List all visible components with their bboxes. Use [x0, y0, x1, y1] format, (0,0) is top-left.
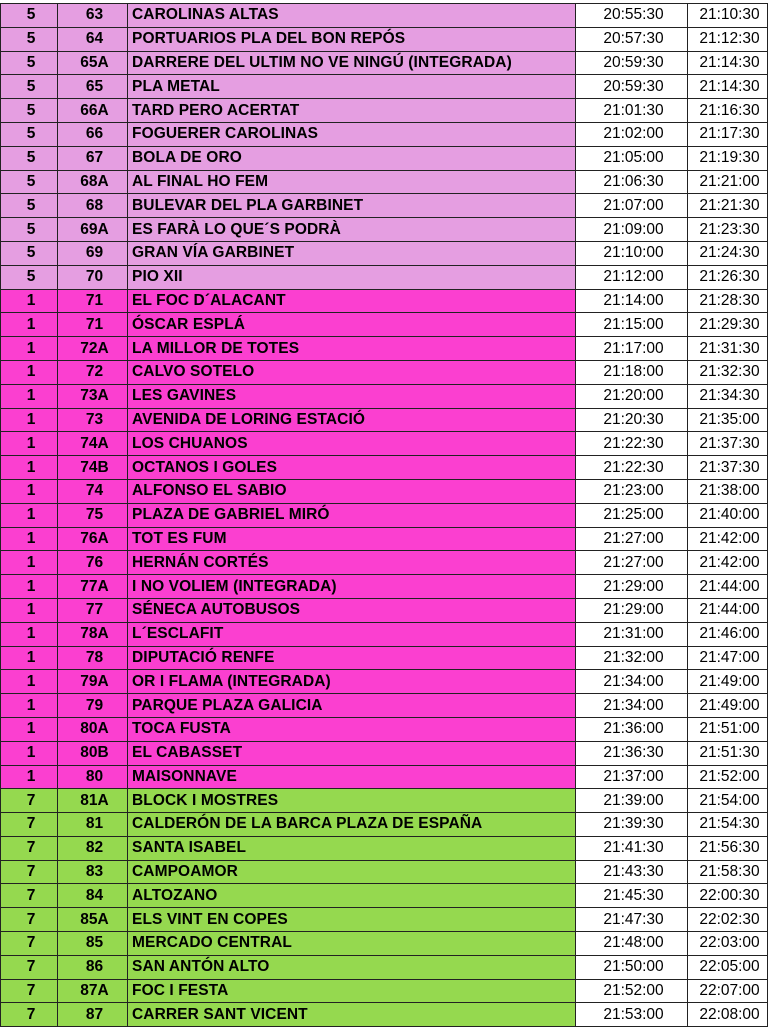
table-row: [1, 551, 768, 575]
zone-cell: 5: [1, 218, 58, 242]
end-time-cell: 22:07:00: [688, 979, 768, 1003]
zone-cell: 1: [1, 765, 58, 789]
zone-cell: 5: [1, 75, 58, 99]
hoguera-number-cell: 81A: [58, 789, 128, 813]
hoguera-number-cell: 69: [58, 241, 128, 265]
zone-cell: 1: [1, 551, 58, 575]
table-row: [1, 75, 768, 99]
zone-cell: 1: [1, 527, 58, 551]
table-row: [1, 527, 768, 551]
hoguera-number-cell: 66: [58, 122, 128, 146]
start-time-cell: 21:25:00: [576, 503, 688, 527]
hoguera-number-cell: 67: [58, 146, 128, 170]
start-time-cell: 21:39:00: [576, 789, 688, 813]
hoguera-number-cell: 77A: [58, 575, 128, 599]
hoguera-name-cell: DIPUTACIÓ RENFE: [128, 646, 576, 670]
schedule-table: [0, 3, 768, 1027]
table-row: [1, 575, 768, 599]
hoguera-number-cell: 71: [58, 313, 128, 337]
zone-cell: 5: [1, 27, 58, 51]
hoguera-name-cell: BOLA DE ORO: [128, 146, 576, 170]
hoguera-name-cell: CALDERÓN DE LA BARCA PLAZA DE ESPAÑA: [128, 813, 576, 837]
end-time-cell: 21:16:30: [688, 99, 768, 123]
table-row: [1, 836, 768, 860]
table-row: [1, 194, 768, 218]
hoguera-number-cell: 80: [58, 765, 128, 789]
start-time-cell: 21:27:00: [576, 527, 688, 551]
zone-cell: 7: [1, 813, 58, 837]
start-time-cell: 21:22:30: [576, 456, 688, 480]
hoguera-number-cell: 71: [58, 289, 128, 313]
start-time-cell: 21:47:30: [576, 908, 688, 932]
hoguera-name-cell: SANTA ISABEL: [128, 836, 576, 860]
zone-cell: 5: [1, 51, 58, 75]
hoguera-name-cell: ALFONSO EL SABIO: [128, 479, 576, 503]
hoguera-number-cell: 78: [58, 646, 128, 670]
hoguera-name-cell: LOS CHUANOS: [128, 432, 576, 456]
start-time-cell: 21:14:00: [576, 289, 688, 313]
start-time-cell: 20:59:30: [576, 75, 688, 99]
end-time-cell: 21:54:30: [688, 813, 768, 837]
hoguera-name-cell: PLA METAL: [128, 75, 576, 99]
hoguera-number-cell: 69A: [58, 218, 128, 242]
hoguera-number-cell: 66A: [58, 99, 128, 123]
zone-cell: 1: [1, 598, 58, 622]
hoguera-number-cell: 80B: [58, 741, 128, 765]
hoguera-number-cell: 79: [58, 694, 128, 718]
start-time-cell: 21:20:30: [576, 408, 688, 432]
hoguera-name-cell: PLAZA DE GABRIEL MIRÓ: [128, 503, 576, 527]
table-row: [1, 1003, 768, 1027]
start-time-cell: 21:32:00: [576, 646, 688, 670]
hoguera-name-cell: SÉNECA AUTOBUSOS: [128, 598, 576, 622]
start-time-cell: 20:59:30: [576, 51, 688, 75]
hoguera-name-cell: MERCADO CENTRAL: [128, 932, 576, 956]
table-row: [1, 313, 768, 337]
end-time-cell: 21:14:30: [688, 75, 768, 99]
end-time-cell: 21:51:30: [688, 741, 768, 765]
end-time-cell: 22:00:30: [688, 884, 768, 908]
start-time-cell: 21:01:30: [576, 99, 688, 123]
zone-cell: 1: [1, 479, 58, 503]
hoguera-name-cell: CARRER SANT VICENT: [128, 1003, 576, 1027]
hoguera-name-cell: BULEVAR DEL PLA GARBINET: [128, 194, 576, 218]
table-row: [1, 99, 768, 123]
hoguera-name-cell: CALVO SOTELO: [128, 360, 576, 384]
table-row: [1, 789, 768, 813]
zone-cell: 7: [1, 932, 58, 956]
end-time-cell: 22:08:00: [688, 1003, 768, 1027]
start-time-cell: 21:20:00: [576, 384, 688, 408]
end-time-cell: 21:23:30: [688, 218, 768, 242]
table-row: [1, 241, 768, 265]
start-time-cell: 20:57:30: [576, 27, 688, 51]
zone-cell: 7: [1, 955, 58, 979]
hoguera-name-cell: LA MILLOR DE TOTES: [128, 337, 576, 361]
table-row: [1, 218, 768, 242]
hoguera-number-cell: 86: [58, 955, 128, 979]
schedule-body: [1, 4, 768, 1027]
zone-cell: 1: [1, 360, 58, 384]
start-time-cell: 21:09:00: [576, 218, 688, 242]
hoguera-number-cell: 87: [58, 1003, 128, 1027]
zone-cell: 1: [1, 503, 58, 527]
zone-cell: 1: [1, 717, 58, 741]
end-time-cell: 22:02:30: [688, 908, 768, 932]
zone-cell: 1: [1, 694, 58, 718]
end-time-cell: 21:35:00: [688, 408, 768, 432]
hoguera-number-cell: 65A: [58, 51, 128, 75]
table-row: [1, 598, 768, 622]
table-row: [1, 932, 768, 956]
hoguera-name-cell: FOC I FESTA: [128, 979, 576, 1003]
table-row: [1, 717, 768, 741]
hoguera-number-cell: 78A: [58, 622, 128, 646]
end-time-cell: 21:32:30: [688, 360, 768, 384]
table-row: [1, 360, 768, 384]
hoguera-name-cell: PARQUE PLAZA GALICIA: [128, 694, 576, 718]
hoguera-number-cell: 87A: [58, 979, 128, 1003]
end-time-cell: 21:17:30: [688, 122, 768, 146]
end-time-cell: 21:54:00: [688, 789, 768, 813]
table-row: [1, 860, 768, 884]
end-time-cell: 21:14:30: [688, 51, 768, 75]
zone-cell: 1: [1, 741, 58, 765]
end-time-cell: 21:37:30: [688, 432, 768, 456]
hoguera-name-cell: LES GAVINES: [128, 384, 576, 408]
start-time-cell: 21:39:30: [576, 813, 688, 837]
end-time-cell: 21:40:00: [688, 503, 768, 527]
hoguera-name-cell: PORTUARIOS PLA DEL BON REPÓS: [128, 27, 576, 51]
end-time-cell: 21:24:30: [688, 241, 768, 265]
end-time-cell: 21:56:30: [688, 836, 768, 860]
start-time-cell: 21:02:00: [576, 122, 688, 146]
table-row: [1, 384, 768, 408]
hoguera-name-cell: PIO XII: [128, 265, 576, 289]
start-time-cell: 21:07:00: [576, 194, 688, 218]
zone-cell: 5: [1, 170, 58, 194]
hoguera-name-cell: ALTOZANO: [128, 884, 576, 908]
hoguera-number-cell: 73A: [58, 384, 128, 408]
zone-cell: 7: [1, 836, 58, 860]
hoguera-name-cell: ELS VINT EN COPES: [128, 908, 576, 932]
start-time-cell: 21:05:00: [576, 146, 688, 170]
end-time-cell: 21:44:00: [688, 575, 768, 599]
start-time-cell: 21:34:00: [576, 694, 688, 718]
hoguera-name-cell: TOCA FUSTA: [128, 717, 576, 741]
start-time-cell: 21:37:00: [576, 765, 688, 789]
end-time-cell: 21:58:30: [688, 860, 768, 884]
zone-cell: 7: [1, 1003, 58, 1027]
hoguera-name-cell: ÓSCAR ESPLÁ: [128, 313, 576, 337]
hoguera-number-cell: 76: [58, 551, 128, 575]
table-row: [1, 122, 768, 146]
hoguera-number-cell: 65: [58, 75, 128, 99]
table-row: [1, 432, 768, 456]
table-row: [1, 146, 768, 170]
end-time-cell: 21:29:30: [688, 313, 768, 337]
table-row: [1, 979, 768, 1003]
table-row: [1, 694, 768, 718]
start-time-cell: 21:50:00: [576, 955, 688, 979]
end-time-cell: 21:47:00: [688, 646, 768, 670]
start-time-cell: 21:12:00: [576, 265, 688, 289]
hoguera-number-cell: 63: [58, 4, 128, 28]
zone-cell: 5: [1, 241, 58, 265]
hoguera-number-cell: 79A: [58, 670, 128, 694]
hoguera-name-cell: EL CABASSET: [128, 741, 576, 765]
start-time-cell: 21:29:00: [576, 575, 688, 599]
end-time-cell: 21:38:00: [688, 479, 768, 503]
hoguera-name-cell: CAROLINAS ALTAS: [128, 4, 576, 28]
table-row: [1, 955, 768, 979]
end-time-cell: 21:44:00: [688, 598, 768, 622]
hoguera-name-cell: SAN ANTÓN ALTO: [128, 955, 576, 979]
zone-cell: 1: [1, 575, 58, 599]
hoguera-name-cell: TARD PERO ACERTAT: [128, 99, 576, 123]
zone-cell: 1: [1, 337, 58, 361]
table-row: [1, 289, 768, 313]
table-row: [1, 337, 768, 361]
hoguera-name-cell: TOT ES FUM: [128, 527, 576, 551]
start-time-cell: 21:31:00: [576, 622, 688, 646]
start-time-cell: 21:34:00: [576, 670, 688, 694]
start-time-cell: 21:41:30: [576, 836, 688, 860]
hoguera-name-cell: MAISONNAVE: [128, 765, 576, 789]
end-time-cell: 21:19:30: [688, 146, 768, 170]
start-time-cell: 21:52:00: [576, 979, 688, 1003]
zone-cell: 5: [1, 265, 58, 289]
hoguera-number-cell: 80A: [58, 717, 128, 741]
table-row: [1, 265, 768, 289]
table-row: [1, 27, 768, 51]
hoguera-number-cell: 74: [58, 479, 128, 503]
end-time-cell: 21:31:30: [688, 337, 768, 361]
end-time-cell: 21:52:00: [688, 765, 768, 789]
start-time-cell: 21:36:00: [576, 717, 688, 741]
start-time-cell: 21:10:00: [576, 241, 688, 265]
hoguera-number-cell: 82: [58, 836, 128, 860]
table-row: [1, 503, 768, 527]
hoguera-number-cell: 77: [58, 598, 128, 622]
end-time-cell: 21:49:00: [688, 694, 768, 718]
hoguera-number-cell: 81: [58, 813, 128, 837]
start-time-cell: 21:06:30: [576, 170, 688, 194]
hoguera-name-cell: AL FINAL HO FEM: [128, 170, 576, 194]
end-time-cell: 21:42:00: [688, 527, 768, 551]
end-time-cell: 21:26:30: [688, 265, 768, 289]
hoguera-number-cell: 72A: [58, 337, 128, 361]
zone-cell: 1: [1, 289, 58, 313]
start-time-cell: 21:48:00: [576, 932, 688, 956]
zone-cell: 1: [1, 384, 58, 408]
start-time-cell: 21:27:00: [576, 551, 688, 575]
end-time-cell: 21:12:30: [688, 27, 768, 51]
hoguera-number-cell: 85A: [58, 908, 128, 932]
hoguera-name-cell: AVENIDA DE LORING ESTACIÓ: [128, 408, 576, 432]
start-time-cell: 21:43:30: [576, 860, 688, 884]
end-time-cell: 21:37:30: [688, 456, 768, 480]
hoguera-name-cell: I NO VOLIEM (INTEGRADA): [128, 575, 576, 599]
table-row: [1, 456, 768, 480]
table-row: [1, 765, 768, 789]
end-time-cell: 21:21:00: [688, 170, 768, 194]
start-time-cell: 21:22:30: [576, 432, 688, 456]
end-time-cell: 22:05:00: [688, 955, 768, 979]
start-time-cell: 21:53:00: [576, 1003, 688, 1027]
hoguera-number-cell: 70: [58, 265, 128, 289]
zone-cell: 1: [1, 313, 58, 337]
zone-cell: 5: [1, 194, 58, 218]
end-time-cell: 21:49:00: [688, 670, 768, 694]
table-row: [1, 622, 768, 646]
zone-cell: 1: [1, 622, 58, 646]
table-row: [1, 741, 768, 765]
table-row: [1, 884, 768, 908]
hoguera-number-cell: 68: [58, 194, 128, 218]
hoguera-number-cell: 73: [58, 408, 128, 432]
end-time-cell: 21:10:30: [688, 4, 768, 28]
hoguera-number-cell: 68A: [58, 170, 128, 194]
zone-cell: 1: [1, 670, 58, 694]
hoguera-name-cell: DARRERE DEL ULTIM NO VE NINGÚ (INTEGRADA): [128, 51, 576, 75]
end-time-cell: 21:42:00: [688, 551, 768, 575]
hoguera-name-cell: ES FARÀ LO QUE´S PODRÀ: [128, 218, 576, 242]
hoguera-number-cell: 76A: [58, 527, 128, 551]
end-time-cell: 21:21:30: [688, 194, 768, 218]
zone-cell: 1: [1, 646, 58, 670]
hoguera-name-cell: CAMPOAMOR: [128, 860, 576, 884]
zone-cell: 5: [1, 122, 58, 146]
table-row: [1, 4, 768, 28]
end-time-cell: 22:03:00: [688, 932, 768, 956]
start-time-cell: 21:45:30: [576, 884, 688, 908]
zone-cell: 5: [1, 146, 58, 170]
zone-cell: 7: [1, 979, 58, 1003]
table-row: [1, 408, 768, 432]
start-time-cell: 21:23:00: [576, 479, 688, 503]
end-time-cell: 21:28:30: [688, 289, 768, 313]
zone-cell: 7: [1, 908, 58, 932]
start-time-cell: 21:29:00: [576, 598, 688, 622]
hoguera-number-cell: 83: [58, 860, 128, 884]
zone-cell: 7: [1, 860, 58, 884]
table-row: [1, 170, 768, 194]
zone-cell: 1: [1, 432, 58, 456]
hoguera-name-cell: L´ESCLAFIT: [128, 622, 576, 646]
hoguera-name-cell: HERNÁN CORTÉS: [128, 551, 576, 575]
table-row: [1, 813, 768, 837]
start-time-cell: 21:15:00: [576, 313, 688, 337]
start-time-cell: 21:36:30: [576, 741, 688, 765]
table-row: [1, 908, 768, 932]
zone-cell: 7: [1, 884, 58, 908]
table-row: [1, 670, 768, 694]
zone-cell: 1: [1, 456, 58, 480]
end-time-cell: 21:51:00: [688, 717, 768, 741]
hoguera-name-cell: FOGUERER CAROLINAS: [128, 122, 576, 146]
hoguera-number-cell: 84: [58, 884, 128, 908]
hoguera-number-cell: 85: [58, 932, 128, 956]
hoguera-name-cell: BLOCK I MOSTRES: [128, 789, 576, 813]
end-time-cell: 21:34:30: [688, 384, 768, 408]
hoguera-number-cell: 74B: [58, 456, 128, 480]
zone-cell: 7: [1, 789, 58, 813]
hoguera-name-cell: OR I FLAMA (INTEGRADA): [128, 670, 576, 694]
hoguera-name-cell: OCTANOS I GOLES: [128, 456, 576, 480]
start-time-cell: 20:55:30: [576, 4, 688, 28]
table-row: [1, 646, 768, 670]
start-time-cell: 21:18:00: [576, 360, 688, 384]
table-row: [1, 479, 768, 503]
hoguera-number-cell: 74A: [58, 432, 128, 456]
zone-cell: 5: [1, 99, 58, 123]
start-time-cell: 21:17:00: [576, 337, 688, 361]
zone-cell: 5: [1, 4, 58, 28]
hoguera-number-cell: 75: [58, 503, 128, 527]
hoguera-number-cell: 72: [58, 360, 128, 384]
table-row: [1, 51, 768, 75]
hoguera-name-cell: GRAN VÍA GARBINET: [128, 241, 576, 265]
hoguera-name-cell: EL FOC D´ALACANT: [128, 289, 576, 313]
zone-cell: 1: [1, 408, 58, 432]
hoguera-number-cell: 64: [58, 27, 128, 51]
end-time-cell: 21:46:00: [688, 622, 768, 646]
